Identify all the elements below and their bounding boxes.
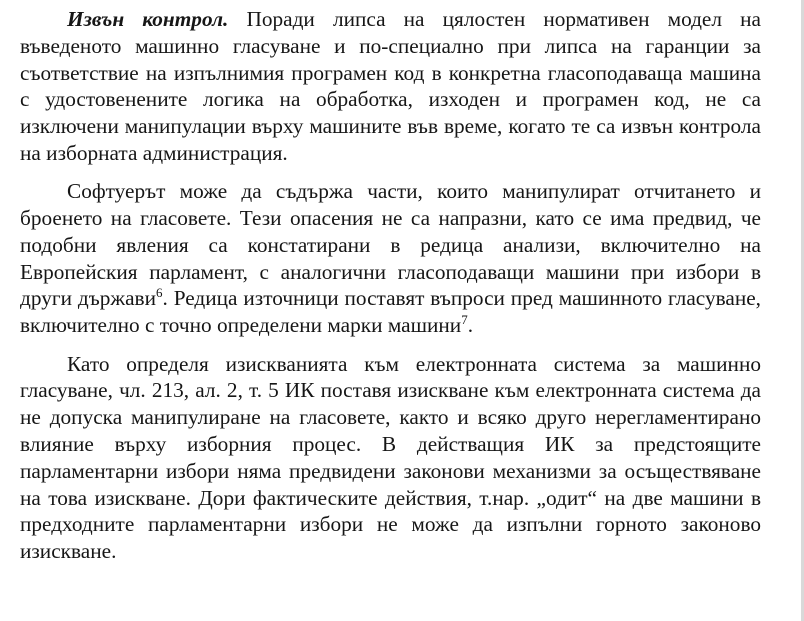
paragraph-out-of-control — [20, 6, 761, 167]
paragraph-text: Поради липса на цялостен нормативен модел на въведеното машинно гласуване и по-специално при липса на гаранции за съответствие на изпълнимия програмен код в конкретна гласоподаваща машина с удостовенените логика на обработка, изходен и програмен код, не са изключени манипулации върху машините във време, когато те са извън контрола на изборната администрация. — [20, 7, 761, 165]
paragraph-text: Софтуерът може да съдържа части, които манипулират отчитането и броенето на гласовете. Тези опасения не са напразни, като се има предвид, че подобни явления са констатирани в редица анализи, включително на Европейския парламент, с аналогични гласоподаващи машини при избори в други държави — [20, 179, 761, 311]
paragraph-text: Като определя изискванията към електронната система за машинно гласуване, чл. 213, ал. 2, т. 5 ИК поставя изискване към електронната система да не допуска манипулиране на гласовете, както и всяко друго нерегламентирано влияние върху изборния процес. В действащия ИК за предстоящите парламентарни избори няма предвидени законови механизми за осъществяване на това изискване. Дори фактическите действия, т.нар. „одит“ на две машини в предходните парламентарни избори не може да изпълни горното законово изискване. — [20, 351, 761, 564]
footnote-reference-7[interactable]: 7 — [461, 312, 468, 328]
paragraph-software — [20, 178, 761, 339]
paragraph-text: . Редица източници поставят въпроси пред машинното гласуване, включително с точно определени марки машини — [20, 286, 761, 338]
paragraph-requirements — [20, 351, 761, 565]
paragraph-lead-heading: Извън контрол. — [67, 7, 229, 31]
footnote-reference-6[interactable]: 6 — [155, 285, 163, 301]
document-page — [20, 6, 761, 576]
paragraph-text: . — [467, 313, 474, 338]
